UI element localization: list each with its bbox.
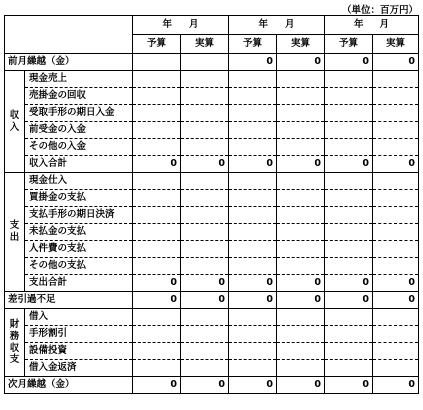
income-item-value[interactable] — [277, 88, 325, 105]
expense-item-value[interactable] — [133, 241, 181, 258]
finance-group-label — [5, 309, 25, 377]
finance-group-char: 財 — [9, 318, 20, 330]
unit-label: （単位：百万円） — [341, 5, 418, 16]
expense-group-char: 出 — [9, 232, 20, 243]
income-item-label: 前受金の入金 — [25, 122, 133, 139]
income-item-value[interactable] — [325, 122, 373, 139]
income-item-row — [5, 122, 419, 139]
balance-value[interactable]: 0 — [181, 292, 229, 309]
finance-item-value[interactable] — [229, 326, 277, 343]
income-item-value[interactable] — [325, 71, 373, 88]
income-item-value[interactable] — [277, 139, 325, 156]
finance-group-char: 務 — [9, 330, 20, 342]
expense-item-value[interactable] — [229, 224, 277, 241]
income-group-label — [5, 71, 25, 173]
income-total-row — [5, 156, 419, 173]
income-total-value[interactable]: 0 — [325, 156, 373, 173]
carry-out-value[interactable]: 0 — [325, 377, 373, 394]
expense-total-value[interactable]: 0 — [229, 275, 277, 292]
expense-item-value[interactable] — [325, 190, 373, 207]
expense-item-value[interactable] — [325, 241, 373, 258]
expense-item-value[interactable] — [133, 173, 181, 190]
income-item-row — [5, 105, 419, 122]
income-total-value[interactable]: 0 — [373, 156, 419, 173]
finance-item-value[interactable] — [229, 309, 277, 326]
expense-total-value[interactable]: 0 — [133, 275, 181, 292]
expense-item-value[interactable] — [181, 258, 229, 275]
income-item-value[interactable] — [277, 71, 325, 88]
finance-item-value[interactable] — [373, 309, 419, 326]
income-item-value[interactable] — [229, 71, 277, 88]
finance-item-label: 借入金返済 — [25, 360, 133, 377]
income-item-value[interactable] — [229, 139, 277, 156]
expense-total-label: 支出合計 — [25, 275, 133, 292]
expense-item-value[interactable] — [229, 241, 277, 258]
expense-item-row — [5, 173, 419, 190]
carry-in-value[interactable]: 0 — [277, 54, 325, 71]
finance-item-value[interactable] — [277, 343, 325, 360]
income-group-char: 入 — [9, 121, 20, 133]
income-item-value[interactable] — [373, 88, 419, 105]
expense-item-row — [5, 190, 419, 207]
balance-value[interactable]: 0 — [373, 292, 419, 309]
expense-item-value[interactable] — [277, 224, 325, 241]
period-year-label: 年 — [258, 19, 268, 31]
expense-item-value[interactable] — [181, 224, 229, 241]
finance-item-value[interactable] — [277, 326, 325, 343]
income-item-row — [5, 139, 419, 156]
income-total-value[interactable]: 0 — [181, 156, 229, 173]
expense-item-value[interactable] — [229, 173, 277, 190]
finance-item-value[interactable] — [229, 343, 277, 360]
income-item-value[interactable] — [181, 88, 229, 105]
period-year-label: 年 — [353, 19, 364, 31]
budget-header: 予算 — [133, 35, 181, 54]
balance-row — [5, 292, 419, 309]
expense-total-row — [5, 275, 419, 292]
finance-item-label: 手形割引 — [25, 326, 133, 343]
carry-out-value[interactable]: 0 — [277, 377, 325, 394]
finance-item-value[interactable] — [133, 360, 181, 377]
income-item-value[interactable] — [133, 105, 181, 122]
finance-item-value[interactable] — [229, 360, 277, 377]
expense-item-value[interactable] — [133, 224, 181, 241]
expense-item-label: 支払手形の期日決済 — [25, 207, 133, 224]
finance-item-value[interactable] — [181, 343, 229, 360]
finance-item-value[interactable] — [181, 360, 229, 377]
finance-item-row — [5, 309, 419, 326]
expense-item-value[interactable] — [277, 207, 325, 224]
carry-out-value[interactable]: 0 — [133, 377, 181, 394]
expense-item-value[interactable] — [229, 258, 277, 275]
income-item-value[interactable] — [277, 122, 325, 139]
expense-item-value[interactable] — [133, 190, 181, 207]
expense-item-value[interactable] — [181, 207, 229, 224]
income-item-value[interactable] — [373, 122, 419, 139]
carry-in-value[interactable] — [181, 54, 229, 71]
finance-item-value[interactable] — [133, 326, 181, 343]
income-item-value[interactable] — [325, 88, 373, 105]
income-item-value[interactable] — [373, 105, 419, 122]
expense-total-value[interactable]: 0 — [277, 275, 325, 292]
income-item-value[interactable] — [325, 139, 373, 156]
carry-in-label: 前月繰越（金） — [5, 54, 133, 71]
actual-header: 実算 — [277, 35, 325, 54]
budget-header: 予算 — [325, 35, 373, 54]
finance-item-label: 借入 — [25, 309, 133, 326]
expense-item-label: 現金仕入 — [25, 173, 133, 190]
carry-in-value[interactable]: 0 — [325, 54, 373, 71]
income-item-value[interactable] — [181, 105, 229, 122]
expense-item-value[interactable] — [325, 258, 373, 275]
finance-item-value[interactable] — [133, 309, 181, 326]
income-item-value[interactable] — [181, 71, 229, 88]
expense-group-char: 支 — [9, 220, 20, 232]
finance-item-label: 設備投資 — [25, 343, 133, 360]
expense-item-value[interactable] — [133, 207, 181, 224]
expense-item-value[interactable] — [277, 190, 325, 207]
expense-item-value[interactable] — [325, 224, 373, 241]
finance-item-value[interactable] — [325, 360, 373, 377]
header-period-row — [5, 16, 419, 35]
actual-header: 実算 — [181, 35, 229, 54]
carry-in-value[interactable]: 0 — [229, 54, 277, 71]
header-period-2 — [325, 16, 419, 35]
income-item-value[interactable] — [133, 88, 181, 105]
period-month-label: 月 — [188, 19, 199, 31]
carry-in-row — [5, 54, 419, 71]
finance-group-char: 収 — [9, 342, 20, 354]
finance-item-value[interactable] — [277, 360, 325, 377]
carry-out-value[interactable]: 0 — [373, 377, 419, 394]
expense-total-value[interactable]: 0 — [373, 275, 419, 292]
income-item-value[interactable] — [229, 122, 277, 139]
header-blank — [5, 16, 133, 35]
finance-group-char: 支 — [9, 354, 20, 366]
expense-item-value[interactable] — [277, 258, 325, 275]
expense-item-row — [5, 224, 419, 241]
expense-total-value[interactable]: 0 — [181, 275, 229, 292]
carry-out-row — [5, 377, 419, 394]
header-period-0 — [133, 16, 229, 35]
period-month-label: 月 — [379, 19, 389, 31]
finance-item-value[interactable] — [277, 309, 325, 326]
header-blank-2 — [5, 35, 133, 54]
expense-item-row — [5, 207, 419, 224]
expense-item-value[interactable] — [325, 207, 373, 224]
cash-flow-table — [4, 15, 419, 394]
expense-item-value[interactable] — [373, 224, 419, 241]
expense-item-label: その他の支払 — [25, 258, 133, 275]
actual-header: 実算 — [373, 35, 419, 54]
finance-item-value[interactable] — [181, 309, 229, 326]
expense-item-row — [5, 258, 419, 275]
income-item-value[interactable] — [229, 105, 277, 122]
header-type-row — [5, 35, 419, 54]
income-total-value[interactable]: 0 — [133, 156, 181, 173]
balance-value[interactable]: 0 — [133, 292, 181, 309]
expense-item-label: 買掛金の支払 — [25, 190, 133, 207]
finance-item-value[interactable] — [325, 309, 373, 326]
income-item-label: 受取手形の期日入金 — [25, 105, 133, 122]
finance-item-value[interactable] — [133, 343, 181, 360]
budget-header: 予算 — [229, 35, 277, 54]
finance-item-value[interactable] — [325, 326, 373, 343]
income-item-value[interactable] — [373, 71, 419, 88]
expense-item-value[interactable] — [133, 258, 181, 275]
carry-out-value[interactable]: 0 — [229, 377, 277, 394]
income-item-row — [5, 71, 419, 88]
expense-item-value[interactable] — [373, 241, 419, 258]
expense-item-value[interactable] — [181, 173, 229, 190]
finance-item-value[interactable] — [373, 326, 419, 343]
income-total-value[interactable]: 0 — [277, 156, 325, 173]
income-item-value[interactable] — [325, 105, 373, 122]
income-item-value[interactable] — [133, 71, 181, 88]
balance-value[interactable]: 0 — [325, 292, 373, 309]
balance-value[interactable]: 0 — [277, 292, 325, 309]
expense-item-label: 未払金の支払 — [25, 224, 133, 241]
expense-item-value[interactable] — [277, 241, 325, 258]
expense-item-value[interactable] — [181, 190, 229, 207]
carry-in-value[interactable] — [133, 54, 181, 71]
finance-item-value[interactable] — [181, 326, 229, 343]
period-year-label: 年 — [162, 19, 172, 31]
income-total-value[interactable]: 0 — [229, 156, 277, 173]
expense-item-value[interactable] — [373, 190, 419, 207]
expense-item-value[interactable] — [373, 207, 419, 224]
expense-item-value[interactable] — [277, 173, 325, 190]
finance-item-value[interactable] — [325, 343, 373, 360]
income-item-value[interactable] — [181, 139, 229, 156]
expense-group-label — [5, 173, 25, 292]
header-period-1 — [229, 16, 325, 35]
finance-item-value[interactable] — [373, 343, 419, 360]
finance-item-row — [5, 326, 419, 343]
finance-item-row — [5, 360, 419, 377]
income-item-value[interactable] — [373, 139, 419, 156]
income-item-label: 現金売上 — [25, 71, 133, 88]
expense-item-value[interactable] — [229, 207, 277, 224]
expense-item-value[interactable] — [325, 173, 373, 190]
income-total-label: 収入合計 — [25, 156, 133, 173]
expense-item-value[interactable] — [373, 173, 419, 190]
period-month-label: 月 — [284, 19, 295, 31]
income-group-char: 収 — [9, 109, 20, 121]
carry-out-label: 次月繰越（金） — [5, 377, 133, 394]
expense-item-value[interactable] — [181, 241, 229, 258]
income-item-row — [5, 88, 419, 105]
income-item-label: その他の入金 — [25, 139, 133, 156]
income-item-value[interactable] — [229, 88, 277, 105]
carry-in-value[interactable]: 0 — [373, 54, 419, 71]
income-item-value[interactable] — [133, 122, 181, 139]
income-item-value[interactable] — [277, 105, 325, 122]
income-item-value[interactable] — [181, 122, 229, 139]
expense-item-row — [5, 241, 419, 258]
income-item-label: 売掛金の回収 — [25, 88, 133, 105]
finance-item-row — [5, 343, 419, 360]
expense-item-label: 人件費の支払 — [25, 241, 133, 258]
expense-total-value[interactable]: 0 — [325, 275, 373, 292]
balance-value[interactable]: 0 — [229, 292, 277, 309]
expense-item-value[interactable] — [229, 190, 277, 207]
carry-out-value[interactable]: 0 — [181, 377, 229, 394]
income-item-value[interactable] — [133, 139, 181, 156]
balance-label: 差引過不足 — [5, 292, 133, 309]
finance-item-value[interactable] — [373, 360, 419, 377]
expense-item-value[interactable] — [373, 258, 419, 275]
